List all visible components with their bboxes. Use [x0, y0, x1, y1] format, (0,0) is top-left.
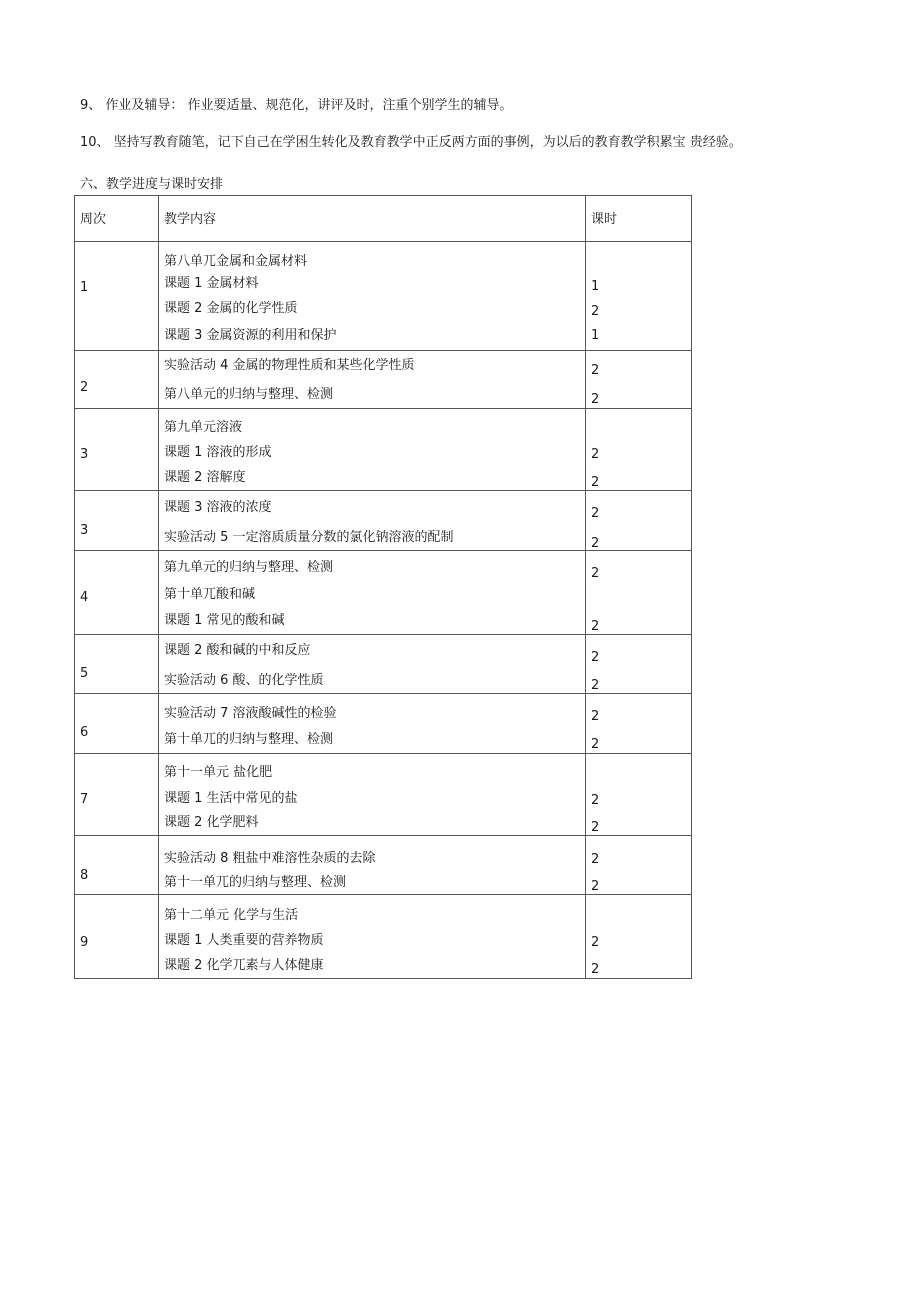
table-content-line: 课题 2 化学兀素与人体健康 [164, 958, 324, 973]
table-hours-value: 2 [591, 475, 600, 490]
table-week-cell: 6 [80, 725, 89, 740]
table-horizontal-rule [74, 978, 692, 979]
table-hours-value: 2 [591, 392, 600, 407]
table-content-line: 课题 2 金属的化学性质 [164, 301, 298, 316]
schedule-table [74, 195, 692, 979]
table-vertical-rule [74, 195, 75, 979]
table-week-cell: 2 [80, 380, 89, 395]
table-hours-value: 2 [591, 678, 600, 693]
table-hours-value: 2 [591, 793, 600, 808]
table-content-line: 课题 1 金属材料 [164, 276, 259, 291]
table-horizontal-rule [74, 894, 692, 895]
table-vertical-rule [158, 195, 159, 979]
table-week-cell: 4 [80, 590, 89, 605]
table-content-line: 第九单元的归纳与整理、检测 [164, 560, 334, 575]
header-hours: 课时 [591, 212, 618, 227]
table-content-line: 课题 1 常见的酸和碱 [164, 613, 285, 628]
table-content-line: 实验活动 7 溶液酸碱性的检验 [164, 706, 337, 721]
table-vertical-rule [691, 195, 692, 979]
table-week-cell: 3 [80, 447, 89, 462]
table-hours-value: 2 [591, 709, 600, 724]
table-content-line: 第八单兀金属和金属材料 [164, 254, 308, 269]
table-week-cell: 1 [80, 280, 89, 295]
table-week-cell: 8 [80, 868, 89, 883]
table-hours-value: 2 [591, 737, 600, 752]
table-horizontal-rule [74, 550, 692, 551]
table-horizontal-rule [74, 350, 692, 351]
table-horizontal-rule [74, 835, 692, 836]
table-hours-value: 2 [591, 619, 600, 634]
table-horizontal-rule [74, 634, 692, 635]
table-content-line: 第八单元的归纳与整理、检测 [164, 387, 334, 402]
table-horizontal-rule [74, 490, 692, 491]
header-week: 周次 [80, 212, 107, 227]
table-hours-value: 2 [591, 935, 600, 950]
table-content-line: 第十单兀的归纳与整理、检测 [164, 732, 334, 747]
table-content-line: 第十一单兀的归纳与整理、检测 [164, 875, 347, 890]
paragraph-9: 9、 作业及辅导： 作业要适量、规范化，讲评及时，注重个别学生的辅导。 [80, 98, 513, 113]
header-content: 教学内容 [164, 212, 217, 227]
table-horizontal-rule [74, 195, 692, 196]
table-content-line: 课题 2 酸和碱的中和反应 [164, 643, 311, 658]
table-content-line: 第十二单元 化学与生活 [164, 908, 299, 923]
paragraph-10: 10、 坚持写教育随笔，记下自己在学困生转化及教育教学中正反两方面的事例，为以后的教育教学积累宝 贵经验。 [80, 135, 742, 150]
table-hours-value: 1 [591, 279, 600, 294]
table-week-cell: 5 [80, 666, 89, 681]
table-week-cell: 3 [80, 523, 89, 538]
table-horizontal-rule [74, 241, 692, 242]
table-content-line: 实验活动 5 一定溶质质量分数的氯化钠溶液的配制 [164, 530, 454, 545]
table-week-cell: 7 [80, 792, 89, 807]
table-hours-value: 2 [591, 820, 600, 835]
table-content-line: 实验活动 8 粗盐中难溶性杂质的去除 [164, 851, 376, 866]
table-content-line: 课题 1 人类重要的营养物质 [164, 933, 324, 948]
table-content-line: 课题 1 溶液的形成 [164, 445, 272, 460]
table-vertical-rule [585, 195, 586, 979]
table-content-line: 实验活动 4 金属的物理性质和某些化学性质 [164, 358, 415, 373]
table-hours-value: 2 [591, 304, 600, 319]
table-hours-value: 2 [591, 566, 600, 581]
table-hours-value: 2 [591, 852, 600, 867]
table-content-line: 课题 2 溶解度 [164, 470, 246, 485]
table-horizontal-rule [74, 753, 692, 754]
table-content-line: 课题 3 金属资源的利用和保护 [164, 328, 337, 343]
table-content-line: 课题 2 化学肥料 [164, 815, 259, 830]
table-content-line: 第十一单元 盐化肥 [164, 765, 273, 780]
table-hours-value: 2 [591, 962, 600, 977]
table-hours-value: 2 [591, 363, 600, 378]
table-content-line: 实验活动 6 酸、的化学性质 [164, 673, 324, 688]
table-hours-value: 2 [591, 650, 600, 665]
table-horizontal-rule [74, 408, 692, 409]
table-content-line: 课题 3 溶液的浓度 [164, 500, 272, 515]
table-content-line: 第九单元溶液 [164, 420, 243, 435]
table-hours-value: 2 [591, 447, 600, 462]
table-content-line: 课题 1 生活中常见的盐 [164, 791, 298, 806]
table-horizontal-rule [74, 693, 692, 694]
table-content-line: 第十单兀酸和碱 [164, 587, 256, 602]
table-week-cell: 9 [80, 935, 89, 950]
table-hours-value: 1 [591, 328, 600, 343]
table-hours-value: 2 [591, 536, 600, 551]
section-title: 六、教学进度与课时安排 [80, 177, 224, 192]
table-hours-value: 2 [591, 506, 600, 521]
table-hours-value: 2 [591, 879, 600, 894]
